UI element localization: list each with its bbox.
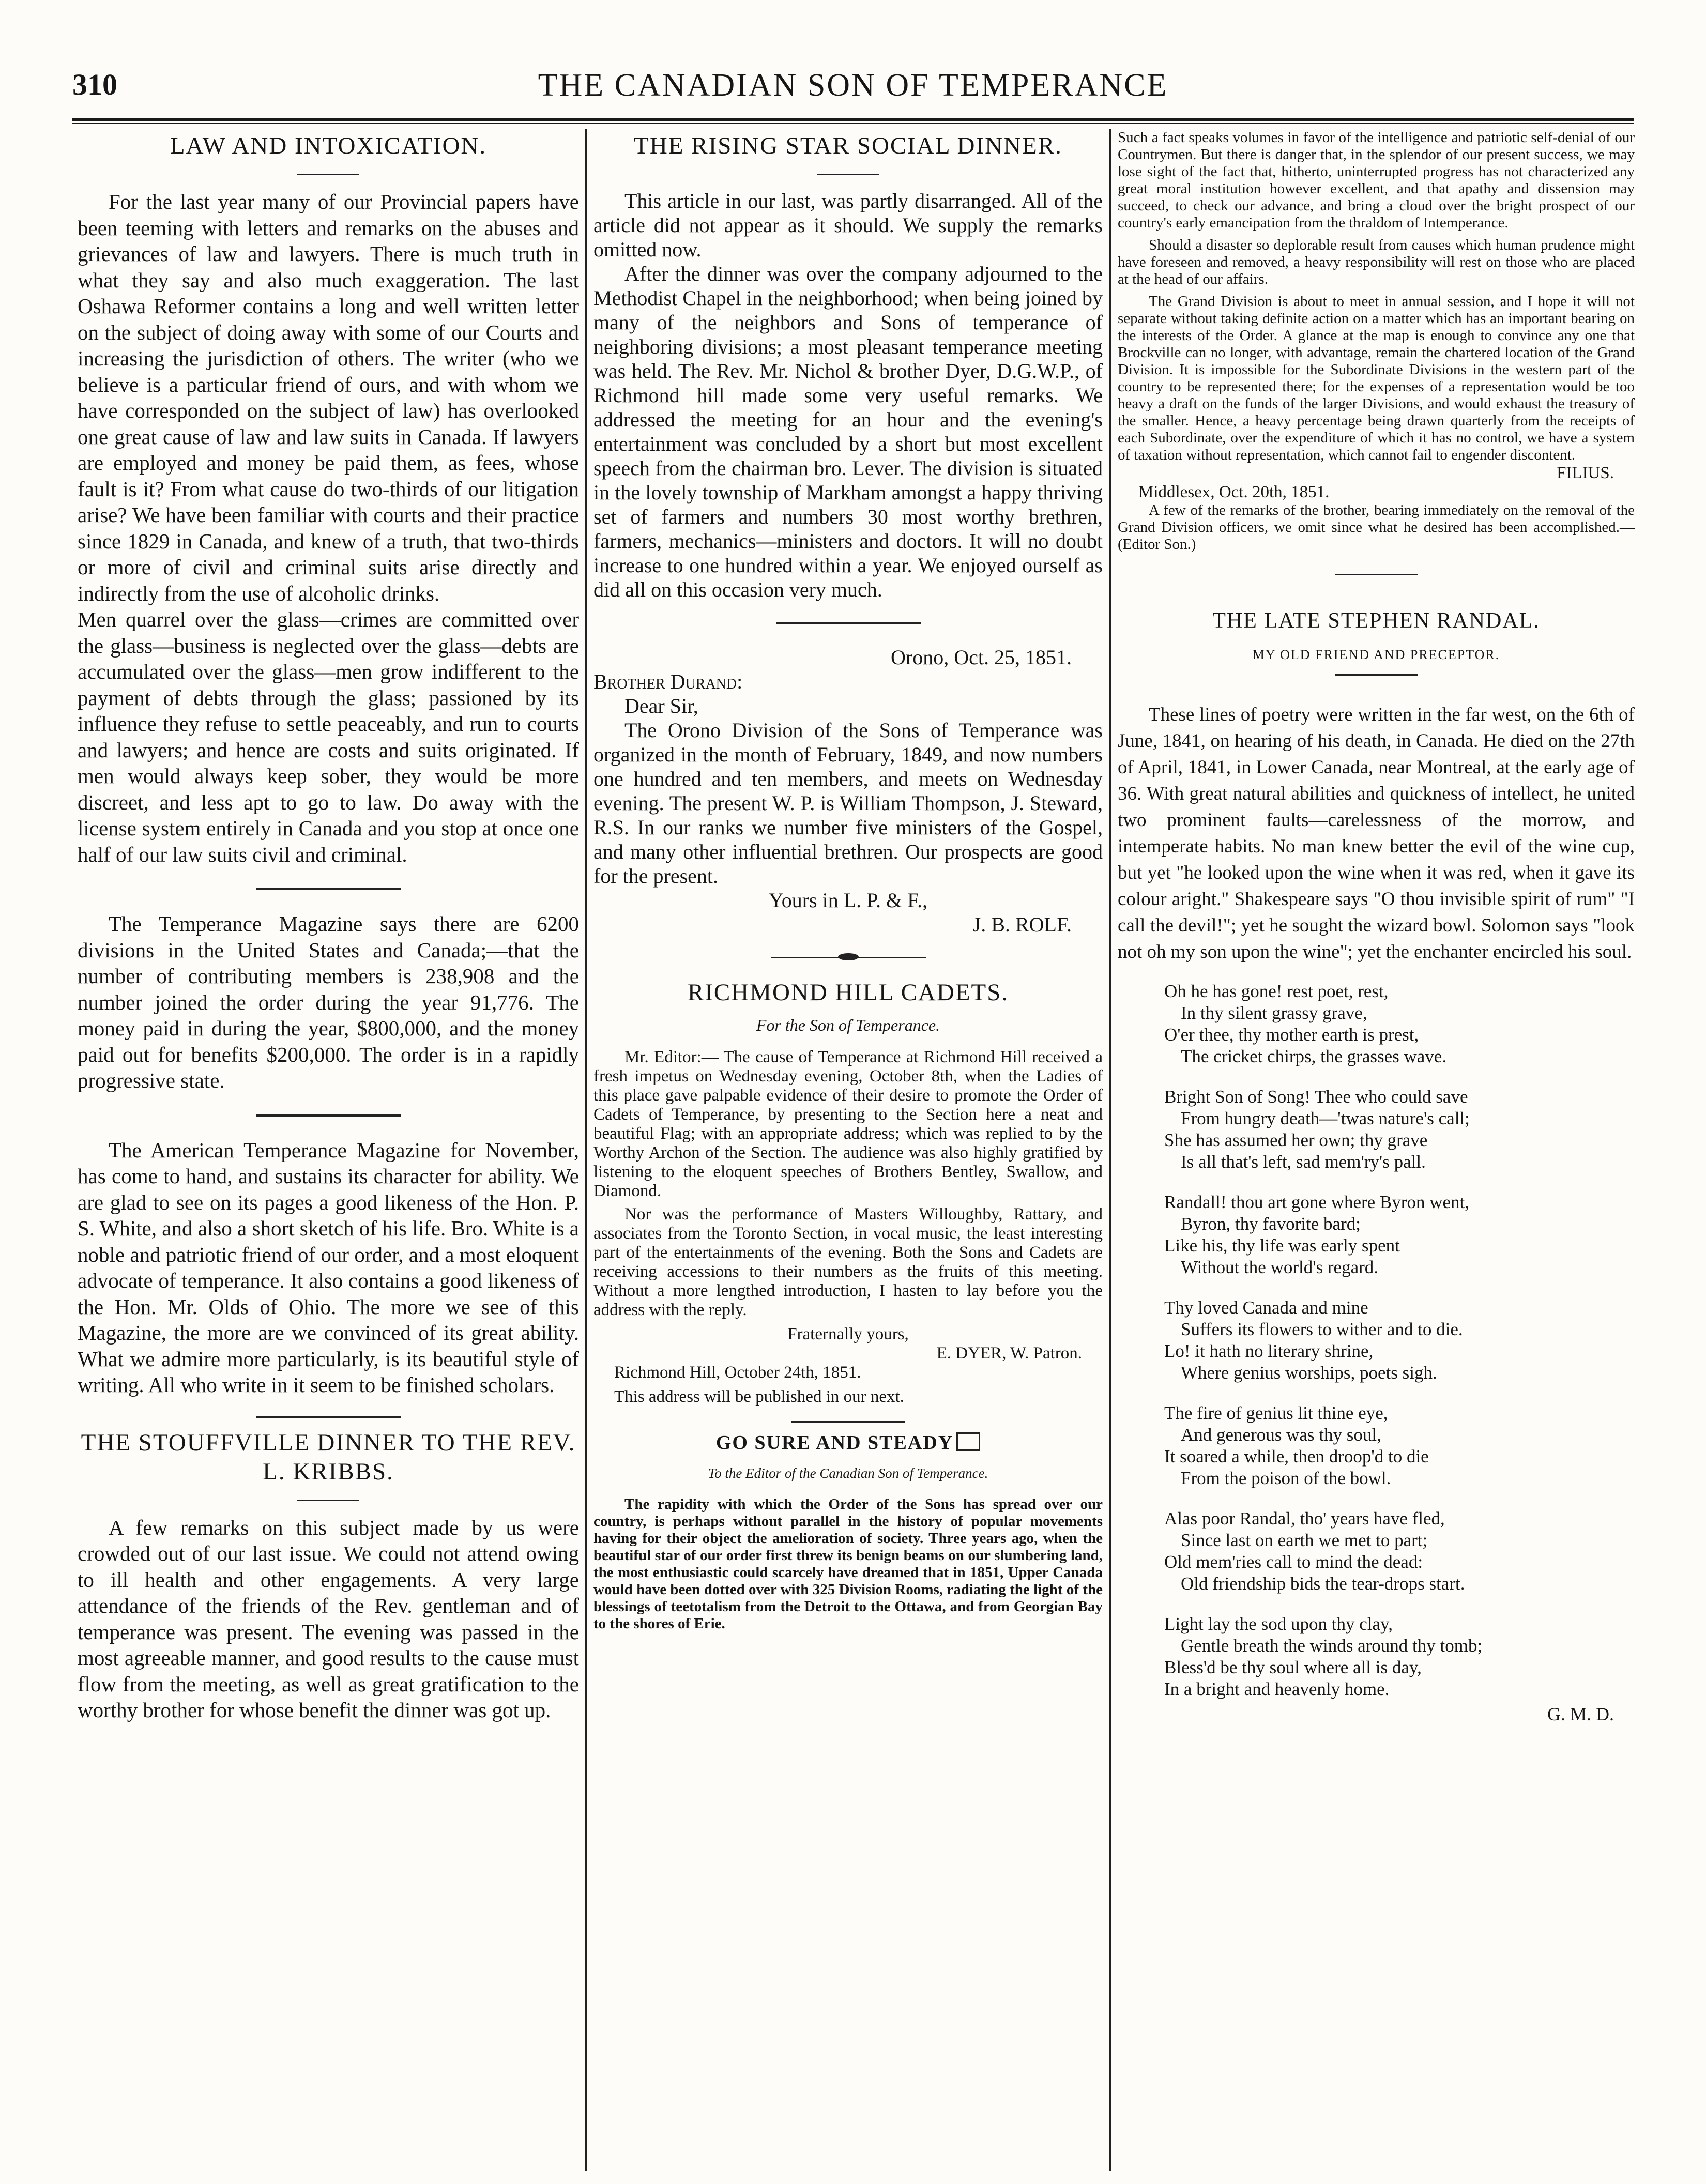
poem-signature: G. M. D.	[1547, 1704, 1614, 1724]
poem-stanza: Alas poor Randal, tho' years have fled, Since last on earth we met to part; Old mem'ries call to mind the dead: Old friendship bids the tear-drops start.	[1164, 1508, 1465, 1594]
ornamental-divider	[771, 955, 926, 959]
article-paragraph: A few remarks on this subject made by us were crowded out of our last issue. We could not attend owing to ill health and other engagements. A very large attendance of the friends of the Rev. gentleman and of temperance was present. The evening was passed in the most agreeable manner, and good results to the cause must flow from the meeting, as well as great gratification to the worthy brother for whose benefit the dinner was got up.	[78, 1515, 579, 1722]
header-rule-thin	[72, 123, 1634, 124]
article-paragraph: The rapidity with which the Order of the Sons has spread over our country, is perhaps without parallel in the history of popular movements having for their object the amelioration of society. Three years ago, when the beautiful star of our order first threw its benign beams on our slumbering land, the most enthusiastic could scarcely have dreamed that in 1851, Upper Canada would have been dotted over with 325 Division Rooms, radiating the light of the blessings of teetotalism from the Detroit to the Ottawa, and from Georgian Bay to the shores of Erie.	[593, 1496, 1103, 1632]
article-paragraph: Mr. Editor:— The cause of Temperance at Richmond Hill received a fresh impetus on Wednesday evening, October 8th, when the Ladies of this place gave palpable evidence of their desire to promote the Order of Cadets of Temperance, by presenting to the Section here a neat and beautiful Flag; with an appropriate address; which was replied to by the Worthy Archon of the Section. The audience was also highly gratified by listening to the eloquent speeches of Brothers Bentley, Swallow, and Diamond.	[593, 1048, 1103, 1200]
poem-stanza: Thy loved Canada and mine Suffers its flowers to wither and to die. Lo! it hath no literary shrine, Where genius worships, poets sigh.	[1164, 1297, 1463, 1383]
article-title-stouffville: THE STOUFFVILLE DINNER TO THE REV. L. KRIBBS.	[81, 1429, 576, 1485]
article-paragraph: Should a disaster so deplorable result from causes which human prudence might have foreseen and removed, a heavy responsibility will rest on those who are placed at the head of our affairs.	[1118, 237, 1635, 287]
section-divider	[776, 622, 921, 624]
article-title-go-sure: GO SURE AND STEADY	[593, 1431, 1103, 1455]
editor-note: This address will be published in our next.	[614, 1387, 904, 1406]
article-title-randal: THE LATE STEPHEN RANDAL.	[1212, 609, 1540, 633]
page-number: 310	[72, 68, 117, 101]
article-paragraph: For the last year many of our Provincial papers have been teeming with letters and remarks on the abuses and grievances of law and lawyers. There is much truth in what they say and also much exaggeration. The last Oshawa Reformer contains a long and well written letter on the subject of doing away with some of our Courts and increasing the jurisdiction of others. The writer (who we believe is a particular friend of ours, and with whom we have corresponded on the subject of law) has overlooked one great cause of law and law suits in Canada. If lawyers are employed and money be paid them, as fees, whose fault is it? From what cause do two-thirds of our litigation arise? We have been familiar with courts and their practice since 1829 in Canada, and knew of a truth, that two-thirds or more of civil and criminal suits arise directly and indirectly from the use of alcoholic drinks.	[78, 190, 579, 605]
printer-hand-icon	[956, 1432, 980, 1451]
title-rule	[297, 1500, 359, 1501]
page-header	[72, 67, 1634, 114]
letter-dateline: Richmond Hill, October 24th, 1851.	[614, 1363, 861, 1382]
poem-stanza: Randall! thou art gone where Byron went, Byron, thy favorite bard; Like his, thy life was early spent Without the world's regard.	[1164, 1192, 1469, 1277]
article-paragraph: The Temperance Magazine says there are 6200 divisions in the United States and Canada;—that the number of contributing members is 238,908 and the number joined the order during the year 91,776. The money paid in during the year, $800,000, and the money paid out for benefits $200,000. The order is in a rapidly progressive state.	[78, 912, 579, 1092]
article-paragraph: Nor was the performance of Masters Willoughby, Rattary, and associates from the Toronto Section, in vocal music, the least interesting part of the entertainments of the evening. Both the Sons and Cadets are receiving accessions to their numbers as the fruits of this meeting. Without a more lengthed introduction, I hasten to lay before you the address with the reply.	[593, 1205, 1103, 1319]
letter-dateline: Orono, Oct. 25, 1851.	[891, 646, 1072, 669]
letter-greeting: Dear Sir,	[624, 694, 698, 717]
letter-signature: E. DYER, W. Patron.	[936, 1344, 1082, 1363]
letter-signature: FILIUS.	[1557, 464, 1614, 482]
column-2	[593, 129, 1103, 2145]
poem-stanza: Light lay the sod upon thy clay, Gentle breath the winds around thy tomb; Bless'd be thy soul where all is day, In a bright and heavenly home.	[1164, 1614, 1483, 1699]
title-rule	[1335, 674, 1418, 676]
article-paragraph: After the dinner was over the company adjourned to the Methodist Chapel in the neighborhood; when being joined by many of the neighbors and Sons of temperance of neighboring divisions; a most pleasant temperance meeting was held. The Rev. Mr. Nichol & brother Dyer, D.G.W.P., of Richmond hill made some very useful remarks. We addressed the meeting for an hour and the evening's entertainment was concluded by a short but most excellent speech from the chairman bro. Lever. The division is situated in the lovely township of Markham amongst a happy thriving set of farmers and numbers 30 most worthy brethren, farmers, mechanics—ministers and doctors. It will no doubt increase to one hundred within a year. We enjoyed ourself as did all on this occasion very much.	[593, 262, 1103, 601]
column-divider-2	[1109, 129, 1111, 2171]
section-divider	[256, 1114, 401, 1117]
article-paragraph: This article in our last, was partly disarranged. All of the article did not appear as it should. We supply the remarks omitted now.	[593, 189, 1103, 261]
editor-note: A few of the remarks of the brother, bearing immediately on the removal of the Grand Division officers, we omit since what he desired has been accomplished.—(Editor Son.)	[1118, 502, 1635, 553]
title-rule	[817, 174, 879, 175]
section-divider	[791, 1421, 905, 1423]
column-divider-1	[585, 129, 587, 2171]
article-paragraph: Such a fact speaks volumes in favor of the intelligence and patriotic self-denial of our Countrymen. But there is danger that, in the splendor of our present success, we may lose sight of the fact that, hitherto, uninterrupted progress has not characterized any great moral institution however excellent, and that apathy and dissension may succeed, to check our advance, and bring a cloud over the bright prospect of our country's early emancipation from the thraldom of Intemperance.	[1118, 129, 1635, 231]
article-subtitle: To the Editor of the Canadian Son of Temperance.	[708, 1465, 988, 1481]
section-divider	[256, 888, 401, 890]
article-paragraph: The American Temperance Magazine for November, has come to hand, and sustains its character for ability. We are glad to see on its pages a good likeness of the Hon. P. S. White, and also a short sketch of his life. Bro. White is a noble and patriotic friend of our order, and a most eloquent advocate of temperance. It also contains a good likeness of the Hon. Mr. Olds of Ohio. The more we see of this Magazine, the more are we convinced of its great ability. What we admire more particularly, is its beautiful style of writing. All who write in it seem to be finished scholars.	[78, 1138, 579, 1397]
letter-salutation: Brother Durand:	[593, 670, 743, 693]
poem-stanza: The fire of genius lit thine eye, And generous was thy soul, It soared a while, then droop'd to die From the poison of the bowl.	[1164, 1403, 1429, 1488]
letter-closing: Fraternally yours,	[787, 1325, 909, 1343]
poem-stanza: Oh he has gone! rest poet, rest, In thy silent grassy grave, O'er thee, thy mother earth is prest, The cricket chirps, the grasses wave.	[1164, 981, 1447, 1066]
title-rule	[297, 174, 359, 175]
letter-closing: Yours in L. P. & F.,	[768, 889, 928, 912]
letter-dateline: Middlesex, Oct. 20th, 1851.	[1138, 483, 1330, 501]
section-divider	[256, 1416, 401, 1418]
header-rule	[72, 118, 1634, 121]
article-subtitle: For the Son of Temperance.	[756, 1016, 940, 1034]
running-title: THE CANADIAN SON OF TEMPERANCE	[538, 68, 1168, 103]
poem-stanza: Bright Son of Song! Thee who could save From hungry death—'twas nature's call; She has assumed her own; thy grave Is all that's left, sad mem'ry's pall.	[1164, 1087, 1470, 1172]
article-title-cadets: RICHMOND HILL CADETS.	[687, 979, 1009, 1006]
article-paragraph: The Orono Division of the Sons of Temperance was organized in the month of February, 1849, and now numbers one hundred and ten members, and meets on Wednesday evening. The present W. P. is William Thompson, J. Steward, R.S. In our ranks we number five ministers of the Gospel, and many other influential brethren. Our prospects are good for the present.	[593, 719, 1103, 888]
article-paragraph: Men quarrel over the glass—crimes are committed over the glass—business is neglected over the glass—debts are accumulated over the glass—men grow indifferent to the payment of debts through the glass; passioned by its influence they refuse to settle peaceably, and run to courts and lawyers; and hence are costs and suits originated. If men would always keep sober, they would be more discreet, and less apt to go to law. Do away with the license system entirely in Canada and you stop at once one half of our law suits civil and criminal.	[78, 607, 579, 866]
column-1	[78, 129, 579, 2145]
article-subtitle: MY OLD FRIEND AND PRECEPTOR.	[1252, 647, 1500, 662]
letter-signature: J. B. ROLF.	[972, 913, 1072, 936]
article-paragraph: The Grand Division is about to meet in annual session, and I hope it will not separate without taking definite action on a matter which has an important bearing on the interests of the Order. A glance at the map is enough to convince any one that Brockville can no longer, with advantage, remain the chartered location of the Grand Division. It is impossible for the Subordinate Divisions in the western part of the country to be represented there; for the expenses of a representation would be too heavy a draft on the funds of the larger Divisions, and would exhaust the treasury of the smaller. Hence, a heavy percentage being drawn quarterly from the receipts of each Subordinate, over the expenditure of which it has no control, we have a system of taxation without representation, which cannot fail to engender discontent.	[1118, 293, 1635, 463]
article-title-law-intoxication: LAW AND INTOXICATION.	[170, 132, 487, 159]
column-3	[1118, 129, 1635, 2145]
article-title-rising-star: THE RISING STAR SOCIAL DINNER.	[634, 132, 1062, 159]
section-divider	[1335, 574, 1418, 575]
article-paragraph: These lines of poetry were written in the far west, on the 6th of June, 1841, on hearing of his death, in Canada. He died on the 27th of April, 1841, in Lower Canada, near Montreal, at the early age of 36. With great natural abilities and quickness of intellect, he united two prominent faults—carelessness of the morrow, and intemperate habits. No man knew better the evil of the wine cup, but yet "he looked upon the wine when it was red, when it gave its colour aright." Shakespeare says "O thou invisible spirit of rum" "I call the devil!"; yet he sought the wizard bowl. Solomon says "look not oh my son upon the wine"; yet the enchanter encircled his soul.	[1118, 704, 1635, 963]
